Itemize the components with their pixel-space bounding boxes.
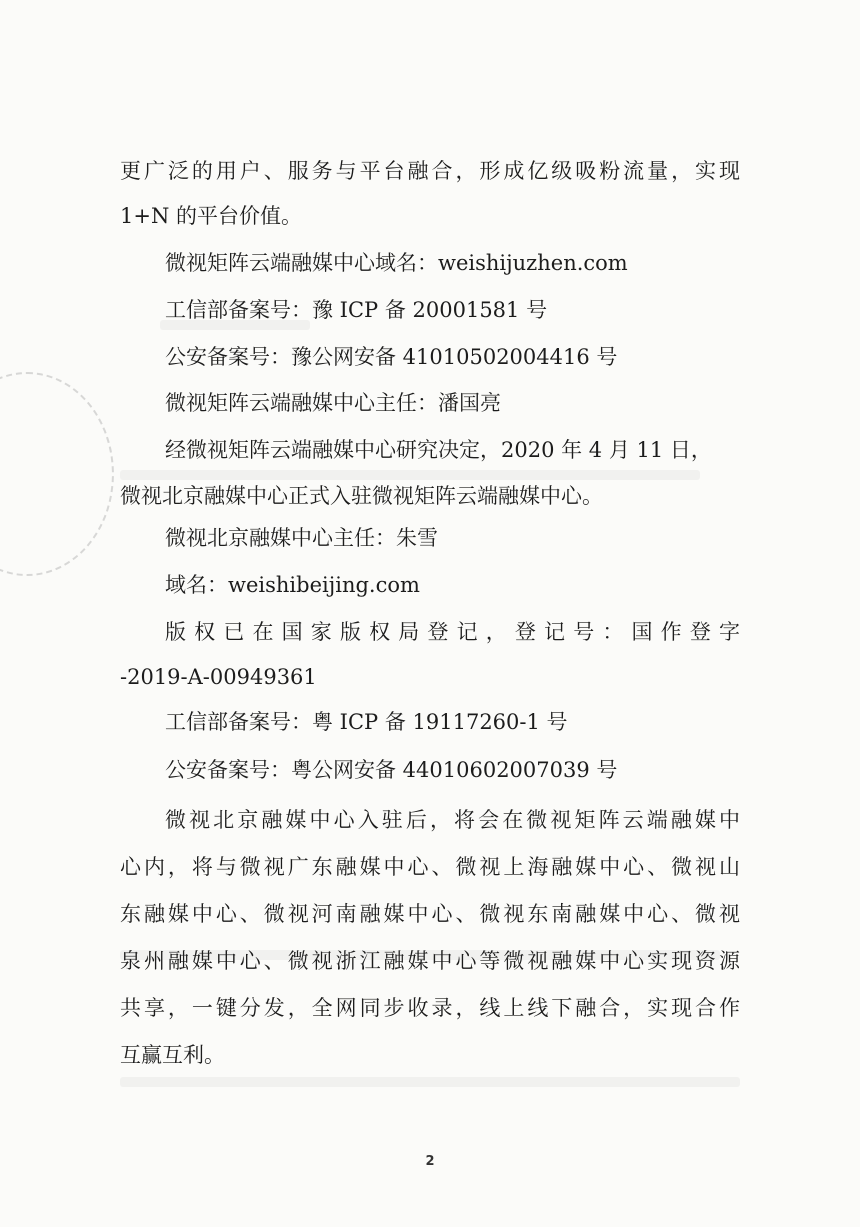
copyright-line: 版权已在国家版权局登记，登记号：国作登字: [165, 620, 740, 644]
paragraph-line: 东融媒中心、微视河南融媒中心、微视东南融媒中心、微视: [120, 902, 740, 926]
director-line: 微视矩阵云端融媒中心主任：潘国亮: [165, 391, 501, 415]
page-number: 2: [425, 1154, 435, 1169]
copyright-number-line: -2019-A-00949361: [120, 665, 317, 689]
domain-line: 微视矩阵云端融媒中心域名：weishijuzhen.com: [165, 251, 628, 275]
icp-record-line: 工信部备案号：豫 ICP 备 20001581 号: [165, 298, 548, 322]
bleedthrough-mark: [120, 1077, 740, 1087]
director-line: 微视北京融媒中心主任：朱雪: [165, 526, 438, 550]
paragraph-line: 更广泛的用户、服务与平台融合，形成亿级吸粉流量，实现: [120, 159, 740, 183]
domain-line: 域名：weishibeijing.com: [165, 573, 420, 597]
paragraph-line: 共享，一键分发，全网同步收录，线上线下融合，实现合作: [120, 996, 740, 1020]
paragraph-line: 互赢互利。: [120, 1043, 225, 1067]
paragraph-line: 1+N 的平台价值。: [120, 204, 303, 228]
paragraph-line: 心内，将与微视广东融媒中心、微视上海融媒中心、微视山: [120, 855, 740, 879]
paragraph-line: 经微视矩阵云端融媒中心研究决定，2020 年 4 月 11 日，: [165, 438, 712, 462]
paragraph-line: 微视北京融媒中心正式入驻微视矩阵云端融媒中心。: [120, 484, 603, 508]
police-record-line: 公安备案号：粤公网安备 44010602007039 号: [165, 758, 618, 782]
bleedthrough-mark: [120, 470, 700, 480]
paragraph-line: 微视北京融媒中心入驻后，将会在微视矩阵云端融媒中: [165, 808, 740, 832]
seal-stamp-bleedthrough: [0, 372, 114, 576]
police-record-line: 公安备案号：豫公网安备 41010502004416 号: [165, 345, 618, 369]
icp-record-line: 工信部备案号：粤 ICP 备 19117260-1 号: [165, 710, 568, 734]
paragraph-line: 泉州融媒中心、微视浙江融媒中心等微视融媒中心实现资源: [120, 949, 740, 973]
